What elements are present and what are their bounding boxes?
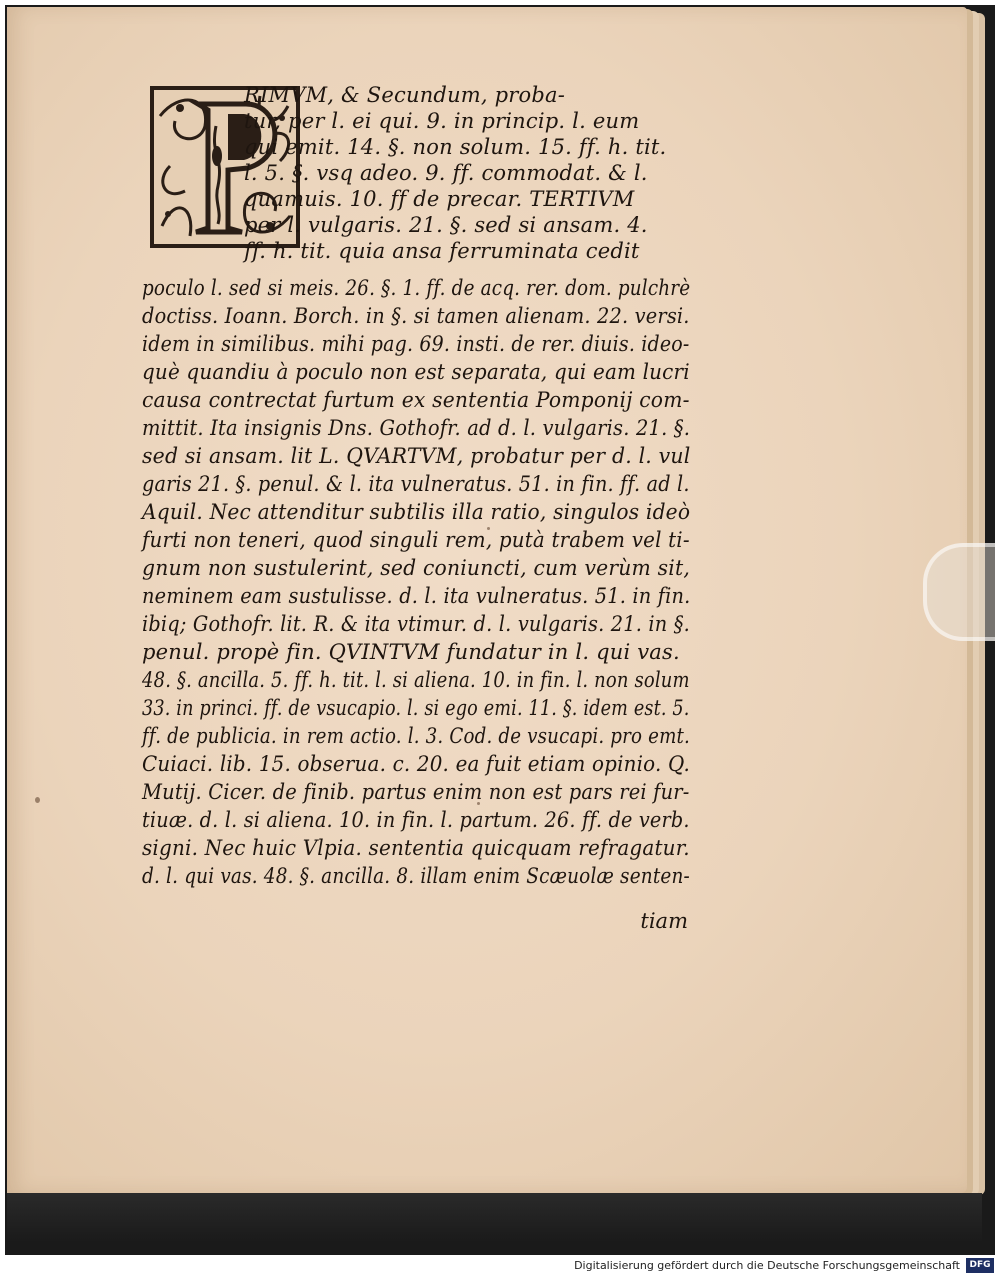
page-text (142, 75, 702, 955)
text-line: causa contrectat furtum ex sententia Pomponij com- (142, 388, 690, 412)
text-line: l. 5. §. vsq adeo. 9. ff. commodat. & l. (244, 161, 648, 185)
footer-bar (0, 1255, 1000, 1278)
text-line: idem in similibus. mihi pag. 69. insti. de rer. diuis. ideo- (142, 332, 690, 356)
text-line: 33. in princi. ff. de vsucapio. l. si ego emi. 11. §. idem est. 5. (142, 696, 690, 720)
text-line: qui emit. 14. §. non solum. 15. ff. h. tit. (244, 135, 667, 159)
text-line: Aquil. Nec attenditur subtilis illa ratio, singulos ideò (142, 500, 691, 524)
text-line: neminem eam sustulisse. d. l. ita vulneratus. 51. in fin. (142, 584, 691, 608)
text-line: per l. vulgaris. 21. §. sed si ansam. 4. (244, 213, 648, 237)
catchword: tiam (640, 909, 688, 933)
text-line: tiuæ. d. l. si aliena. 10. in fin. l. partum. 26. ff. de verb. (142, 808, 690, 832)
footer-credit: Digitalisierung gefördert durch die Deutsche Forschungsgemeinschaft (574, 1259, 960, 1272)
text-line: tur, per l. ei qui. 9. in princip. l. eum (244, 109, 640, 133)
text-line: garis 21. §. penul. & l. ita vulneratus. 51. in fin. ff. ad l. (142, 472, 690, 496)
text-line: RIMVM, & Secundum, proba- (244, 83, 566, 107)
text-line: ff. h. tit. quia ansa ferruminata cedit (244, 239, 640, 263)
paper-stain (35, 797, 40, 803)
text-line: d. l. qui vas. 48. §. ancilla. 8. illam enim Scæuolæ senten- (142, 864, 690, 888)
text-line: 48. §. ancilla. 5. ff. h. tit. l. si aliena. 10. in fin. l. non solum (142, 668, 690, 692)
text-line: quamuis. 10. ff de precar. TERTIVM (244, 187, 635, 211)
text-line: sed si ansam. lit L. QVARTVM, probatur per d. l. vul (142, 444, 691, 468)
text-line: doctiss. Ioann. Borch. in §. si tamen alienam. 22. versi. (142, 304, 690, 328)
text-line: furti non teneri, quod singuli rem, putà trabem vel ti- (142, 528, 690, 552)
text-line: gnum non sustulerint, sed coniuncti, cum verùm sit, (142, 556, 691, 580)
text-line: penul. propè fin. QVINTVM fundatur in l. qui vas. (142, 640, 680, 664)
scan-background (7, 1193, 982, 1243)
text-line: mittit. Ita insignis Dns. Gothofr. ad d. l. vulgaris. 21. §. (142, 416, 691, 440)
text-line: poculo l. sed si meis. 26. §. 1. ff. de acq. rer. dom. pulchrè (142, 276, 691, 300)
text-line: Mutij. Cicer. de finib. partus enim non est pars rei fur- (142, 780, 690, 804)
text-line: què quandiu à poculo non est separata, qui eam lucri (142, 360, 690, 384)
dfg-logo-icon: DFG (966, 1258, 994, 1273)
text-line: signi. Nec huic Vlpia. sententia quicquam refragatur. (142, 836, 690, 860)
text-line: ff. de publicia. in rem actio. l. 3. Cod. de vsucapi. pro emt. (142, 724, 691, 748)
text-line: Cuiaci. lib. 15. obserua. c. 20. ea fuit etiam opinio. Q. (142, 752, 690, 776)
paper-clip (923, 543, 995, 641)
text-line: ibiq; Gothofr. lit. R. & ita vtimur. d. l. vulgaris. 21. in §. (142, 612, 690, 636)
